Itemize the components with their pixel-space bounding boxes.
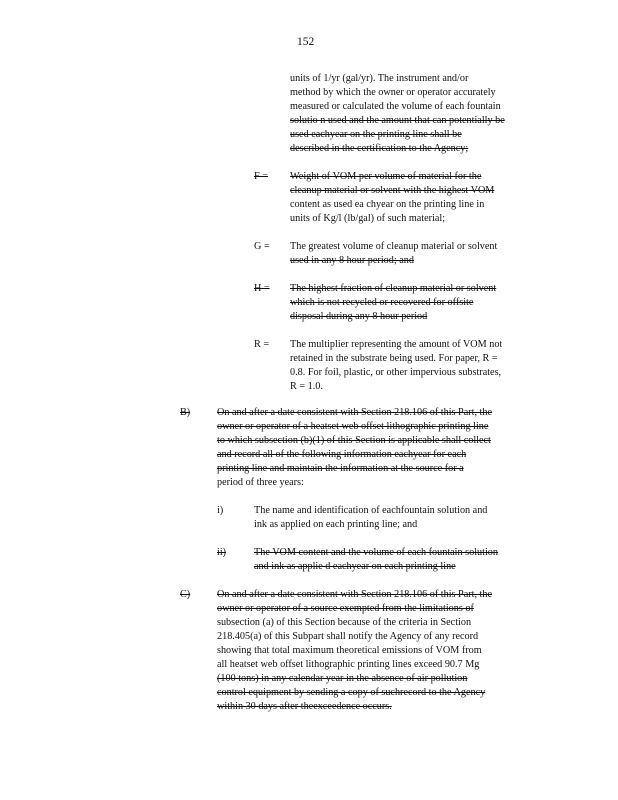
struck-text-line: owner or operator of a heatset web offset lithographic printing line [217, 421, 489, 432]
item-ii [254, 546, 544, 574]
struck-text-line: On and after a date consistent with Section 218.106 of this Part, the [217, 589, 493, 600]
definition-label-g: G = [254, 241, 270, 252]
struck-text-line: The VOM content and the volume of each fountain solution [254, 547, 498, 558]
text-line: units of Kg/l (lb/gal) of such material; [290, 213, 446, 224]
text-line: The greatest volume of cleanup material or solvent [290, 241, 498, 252]
struck-text-line: to which subsection (b)(1) of this Section is applicable shall collect [217, 435, 491, 446]
item-label-i: i) [217, 505, 224, 516]
text-line: The multiplier representing the amount of VOM not [290, 339, 503, 350]
struck-text-line: used eachyear on the printing line shall be [290, 129, 462, 140]
struck-text-line: and record all of the following information eachyear for each [217, 449, 467, 460]
text-line: 0.8. For foil, plastic, or other impervious substrates, [290, 367, 502, 378]
struck-text-line: On and after a date consistent with Section 218.106 of this Part, the [217, 407, 493, 418]
text-line: method by which the owner or operator accurately [290, 87, 496, 98]
definition-h [290, 282, 542, 324]
struck-text-line: control equipment by sending a copy of suchrecord to the Agency [217, 687, 486, 698]
text-line: ink as applied on each printing line; and [254, 519, 418, 530]
struck-text-line: disposal during any 8 hour period [290, 311, 428, 322]
definition-f [290, 170, 542, 226]
text-line: showing that total maximum theoretical emissions of VOM from [217, 645, 482, 656]
definition-u-continuation [290, 72, 542, 156]
subsection-c [217, 588, 543, 714]
subsection-label-b: B) [180, 407, 191, 418]
item-label-ii: ii) [217, 547, 227, 558]
subsection-label-c: C) [180, 589, 191, 600]
text-line: subsection (a) of this Section because of the criteria in Section [217, 617, 472, 628]
struck-text-line: (100 tons) in any calendar year in the absence of air pollution [217, 673, 468, 684]
struck-text-line: which is not recycled or recovered for offsite [290, 297, 474, 308]
text-line: retained in the substrate being used. For paper, R = [290, 353, 498, 364]
struck-text-line: Weight of VOM per volume of material for the [290, 171, 482, 182]
text-line: R = 1.0. [290, 381, 323, 392]
definition-label-h: H = [254, 283, 270, 294]
text-line: measured or calculated the volume of each fountain [290, 101, 501, 112]
struck-text-line: within 30 days after theexceedence occurs. [217, 701, 392, 712]
definition-g [290, 240, 542, 268]
definition-label-f: F = [254, 171, 268, 182]
text-line: all heatset web offset lithographic printing lines exceed 90.7 Mg [217, 659, 480, 670]
struck-text-line: printing line and maintain the information at the source for a [217, 463, 464, 474]
text-line: period of three years: [217, 477, 304, 488]
page-number: 152 [297, 36, 315, 48]
struck-text-line: owner or operator of a source exempted from the limitations of [217, 603, 474, 614]
subsection-b [217, 406, 543, 490]
definition-label-r: R = [254, 339, 270, 350]
text-line: content as used ea chyear on the printing line in [290, 199, 485, 210]
struck-text-line: solutio n used and the amount that can potentially be [290, 115, 505, 126]
text-line: 218.405(a) of this Subpart shall notify the Agency of any record [217, 631, 479, 642]
struck-text-line: and ink as applie d eachyear on each printing line [254, 561, 456, 572]
struck-text-line: The highest fraction of cleanup material or solvent [290, 283, 497, 294]
text-line: The name and identification of eachfountain solution and [254, 505, 488, 516]
text-line: units of 1/yr (gal/yr). The instrument and/or [290, 73, 469, 84]
definition-r [290, 338, 542, 394]
struck-text-line: used in any 8 hour period; and [290, 255, 414, 266]
item-i [254, 504, 544, 532]
struck-text-line: cleanup material or solvent with the highest VOM [290, 185, 495, 196]
struck-text-line: described in the certification to the Agency; [290, 143, 469, 154]
